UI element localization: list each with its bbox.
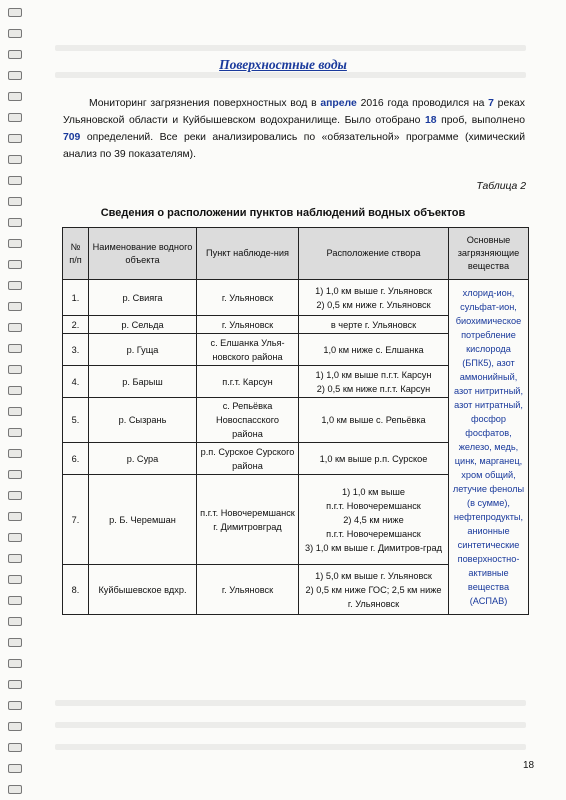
page-number: 18 bbox=[523, 760, 535, 771]
header-object: Наименование водного объекта bbox=[89, 228, 197, 280]
binding-ring bbox=[8, 260, 22, 269]
binding-ring bbox=[8, 218, 22, 227]
location-line: 2) 0,5 км ниже г. Ульяновск bbox=[316, 299, 431, 310]
location-line: 1,0 км выше р.п. Сурское bbox=[319, 453, 428, 464]
cell-object: р. Барыш bbox=[89, 366, 197, 398]
samples-count: 18 bbox=[425, 115, 437, 126]
binding-ring bbox=[8, 470, 22, 479]
cell-point: п.г.т. Карсун bbox=[197, 366, 299, 398]
header-pollutants: Основные загрязняющие вещества bbox=[449, 228, 529, 280]
cell-num: 1. bbox=[63, 280, 89, 316]
paragraph-text: проб, выполнено bbox=[436, 115, 525, 126]
binding-ring bbox=[8, 575, 22, 584]
cell-num: 5. bbox=[63, 398, 89, 443]
table-row bbox=[63, 280, 529, 316]
table-caption: Сведения о расположении пунктов наблюдений водных объектов bbox=[100, 207, 466, 219]
paragraph-text: 2016 года проводился на bbox=[356, 98, 489, 109]
cell-location bbox=[299, 334, 449, 366]
location-line: п.г.т. Новочеремшанск bbox=[326, 528, 421, 539]
cell-object: р. Сельда bbox=[89, 316, 197, 334]
bleed-through-line bbox=[55, 744, 526, 750]
location-line: п.г.т. Новочеремшанск bbox=[326, 500, 421, 511]
binding-ring bbox=[8, 659, 22, 668]
cell-object: Куйбышевское вдхр. bbox=[89, 565, 197, 615]
rivers-count: 7 bbox=[488, 98, 494, 109]
section-heading: Поверхностные воды bbox=[219, 57, 347, 72]
location-line: 3) 1,0 км выше г. Димитров-град bbox=[305, 542, 442, 553]
cell-location bbox=[299, 443, 449, 475]
table-label: Таблица 2 bbox=[476, 181, 526, 192]
bleed-through-line bbox=[55, 722, 526, 728]
binding-ring bbox=[8, 113, 22, 122]
binding-ring bbox=[8, 155, 22, 164]
binding-ring bbox=[8, 386, 22, 395]
cell-object: р. Б. Черемшан bbox=[89, 475, 197, 565]
cell-num: 2. bbox=[63, 316, 89, 334]
binding-ring bbox=[8, 617, 22, 626]
binding-ring bbox=[8, 701, 22, 710]
observation-points-table bbox=[62, 227, 529, 615]
cell-object: р. Свияга bbox=[89, 280, 197, 316]
location-line: 1) 5,0 км выше г. Ульяновск bbox=[315, 570, 432, 581]
cell-location bbox=[299, 280, 449, 316]
cell-location bbox=[299, 565, 449, 615]
cell-object: р. Сызрань bbox=[89, 398, 197, 443]
cell-num: 3. bbox=[63, 334, 89, 366]
binding-ring bbox=[8, 512, 22, 521]
paragraph-text: определений. Все реки анализировались по «обязательной» программе (химический анализ по 39 показателям). bbox=[63, 132, 525, 160]
cell-point: р.п. Сурское Сурского района bbox=[197, 443, 299, 475]
cell-point: г. Ульяновск bbox=[197, 280, 299, 316]
location-line: в черте г. Ульяновск bbox=[330, 319, 417, 330]
binding-ring bbox=[8, 239, 22, 248]
cell-point: п.г.т. Новочеремшанск г. Димитровград bbox=[197, 475, 299, 565]
location-line: 1) 1,0 км выше bbox=[342, 486, 405, 497]
binding-ring bbox=[8, 743, 22, 752]
cell-point: с. Елшанка Улья-новского района bbox=[197, 334, 299, 366]
binding-ring bbox=[8, 197, 22, 206]
binding-ring bbox=[8, 428, 22, 437]
binding-ring bbox=[8, 722, 22, 731]
cell-object: р. Сура bbox=[89, 443, 197, 475]
cell-location bbox=[299, 475, 449, 565]
cell-point: г. Ульяновск bbox=[197, 316, 299, 334]
cell-num: 4. bbox=[63, 366, 89, 398]
cell-num: 6. bbox=[63, 443, 89, 475]
location-line: 1,0 км ниже с. Елшанка bbox=[323, 344, 424, 355]
location-line: 2) 4,5 км ниже bbox=[343, 514, 404, 525]
paragraph-text: Мониторинг загрязнения поверхностных вод в bbox=[89, 98, 321, 109]
binding-ring bbox=[8, 302, 22, 311]
binding-ring bbox=[8, 365, 22, 374]
location-line: 1) 1,0 км выше п.г.т. Карсун bbox=[315, 369, 432, 380]
cell-location bbox=[299, 398, 449, 443]
location-line: 2) 0,5 км ниже п.г.т. Карсун bbox=[316, 383, 431, 394]
location-line: 1,0 км выше с. Репьёвка bbox=[321, 415, 426, 425]
binding-ring bbox=[8, 491, 22, 500]
binding-ring bbox=[8, 29, 22, 38]
cell-num: 8. bbox=[63, 565, 89, 615]
binding-ring bbox=[8, 554, 22, 563]
binding-ring bbox=[8, 764, 22, 773]
binding-ring bbox=[8, 92, 22, 101]
cell-object: р. Гуща bbox=[89, 334, 197, 366]
header-location: Расположение створа bbox=[299, 228, 449, 280]
header-num: № п/п bbox=[63, 228, 89, 280]
cell-num: 7. bbox=[63, 475, 89, 565]
determinations-count: 709 bbox=[63, 132, 81, 143]
table-header-row bbox=[63, 228, 529, 280]
binding-ring bbox=[8, 281, 22, 290]
bleed-through-line bbox=[55, 45, 526, 51]
binding-ring bbox=[8, 596, 22, 605]
cell-pollutants: хлорид-ион, сульфат-ион, биохимическое потребление кислорода (БПК5), азот аммонийный, азот нитритный, азот нитратный, фосфор фосфатов, железо, медь, цинк, марганец, хром общий, летучие фенолы (в сумме), нефтепродукты, анионные синтетические поверхностно-активные вещества (АСПАВ) bbox=[449, 280, 529, 615]
binding-ring bbox=[8, 407, 22, 416]
month-highlight: апреле bbox=[320, 98, 357, 109]
binding-ring bbox=[8, 785, 22, 794]
spiral-binding bbox=[0, 0, 30, 800]
binding-ring bbox=[8, 533, 22, 542]
binding-ring bbox=[8, 134, 22, 143]
bleed-through-line bbox=[55, 700, 526, 706]
cell-point: г. Ульяновск bbox=[197, 565, 299, 615]
binding-ring bbox=[8, 8, 22, 17]
header-point: Пункт наблюде-ния bbox=[197, 228, 299, 280]
intro-paragraph bbox=[63, 95, 525, 163]
cell-location bbox=[299, 316, 449, 334]
binding-ring bbox=[8, 176, 22, 185]
cell-point: с. Репьёвка Новоспасского района bbox=[197, 398, 299, 443]
binding-ring bbox=[8, 344, 22, 353]
location-line: 1) 1,0 км выше г. Ульяновск bbox=[315, 285, 432, 296]
binding-ring bbox=[8, 323, 22, 332]
cell-location bbox=[299, 366, 449, 398]
paragraph-text: реках Ульяновской области и Куйбышевском водохранилище. Было отобрано bbox=[63, 98, 525, 126]
location-line: 2) 0,5 км ниже ГОС; 2,5 км ниже г. Ульяновск bbox=[305, 584, 442, 609]
binding-ring bbox=[8, 638, 22, 647]
binding-ring bbox=[8, 449, 22, 458]
binding-ring bbox=[8, 680, 22, 689]
